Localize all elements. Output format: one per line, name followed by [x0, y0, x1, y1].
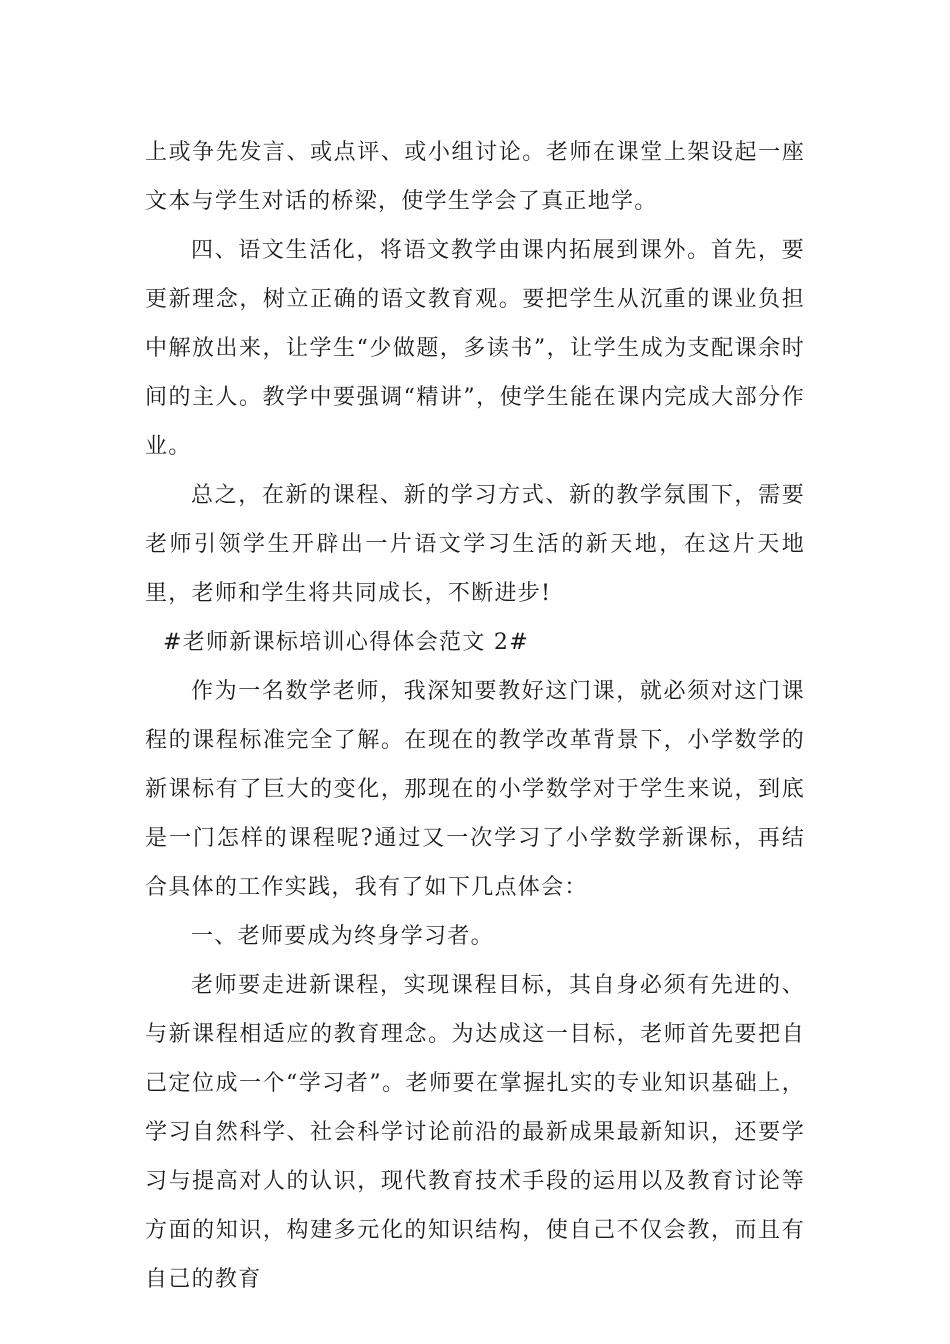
paragraph-continuation: 上或争先发言、或点评、或小组讨论。老师在课堂上架设起一座文本与学生对话的桥梁，使学生学会了真正地学。 — [145, 140, 805, 214]
paragraph-intro: 作为一名数学老师，我深知要教好这门课，就必须对这门课程的课程标准完全了解。在现在的教学改革背景下，小学数学的新课标有了巨大的变化，那现在的小学数学对于学生来说，到底是一门怎样的课程呢?通过又一次学习了小学数学新课标，再结合具体的工作实践，我有了如下几点体会： — [145, 679, 805, 900]
document-body — [145, 128, 805, 1304]
paragraph-section-four: 四、语文生活化，将语文教学由课内拓展到课外。首先，要更新理念，树立正确的语文教育观。要把学生从沉重的课业负担中解放出来，让学生“少做题，多读书”，让学生成为支配课余时间的主人。教学中要强调“精讲”，使学生能在课内完成大部分作业。 — [145, 238, 805, 459]
paragraph-point-one: 一、老师要成为终身学习者。 — [191, 924, 494, 949]
section-heading: #老师新课标培训心得体会范文 2# — [163, 630, 529, 655]
paragraph-summary: 总之，在新的课程、新的学习方式、新的教学氛围下，需要老师引领学生开辟出一片语文学习生活的新天地，在这片天地里，老师和学生将共同成长，不断进步! — [145, 483, 805, 606]
paragraph-point-one-body: 老师要走进新课程，实现课程目标，其自身必须有先进的、与新课程相适应的教育理念。为达成这一目标，老师首先要把自己定位成一个“学习者”。老师要在掌握扎实的专业知识基础上，学习自然科学、社会科学讨论前沿的最新成果最新知识，还要学习与提高对人的认识，现代教育技术手段的运用以及教育讨论等方面的知识，构建多元化的知识结构，使自己不仅会教，而且有自己的教育 — [145, 973, 805, 1292]
